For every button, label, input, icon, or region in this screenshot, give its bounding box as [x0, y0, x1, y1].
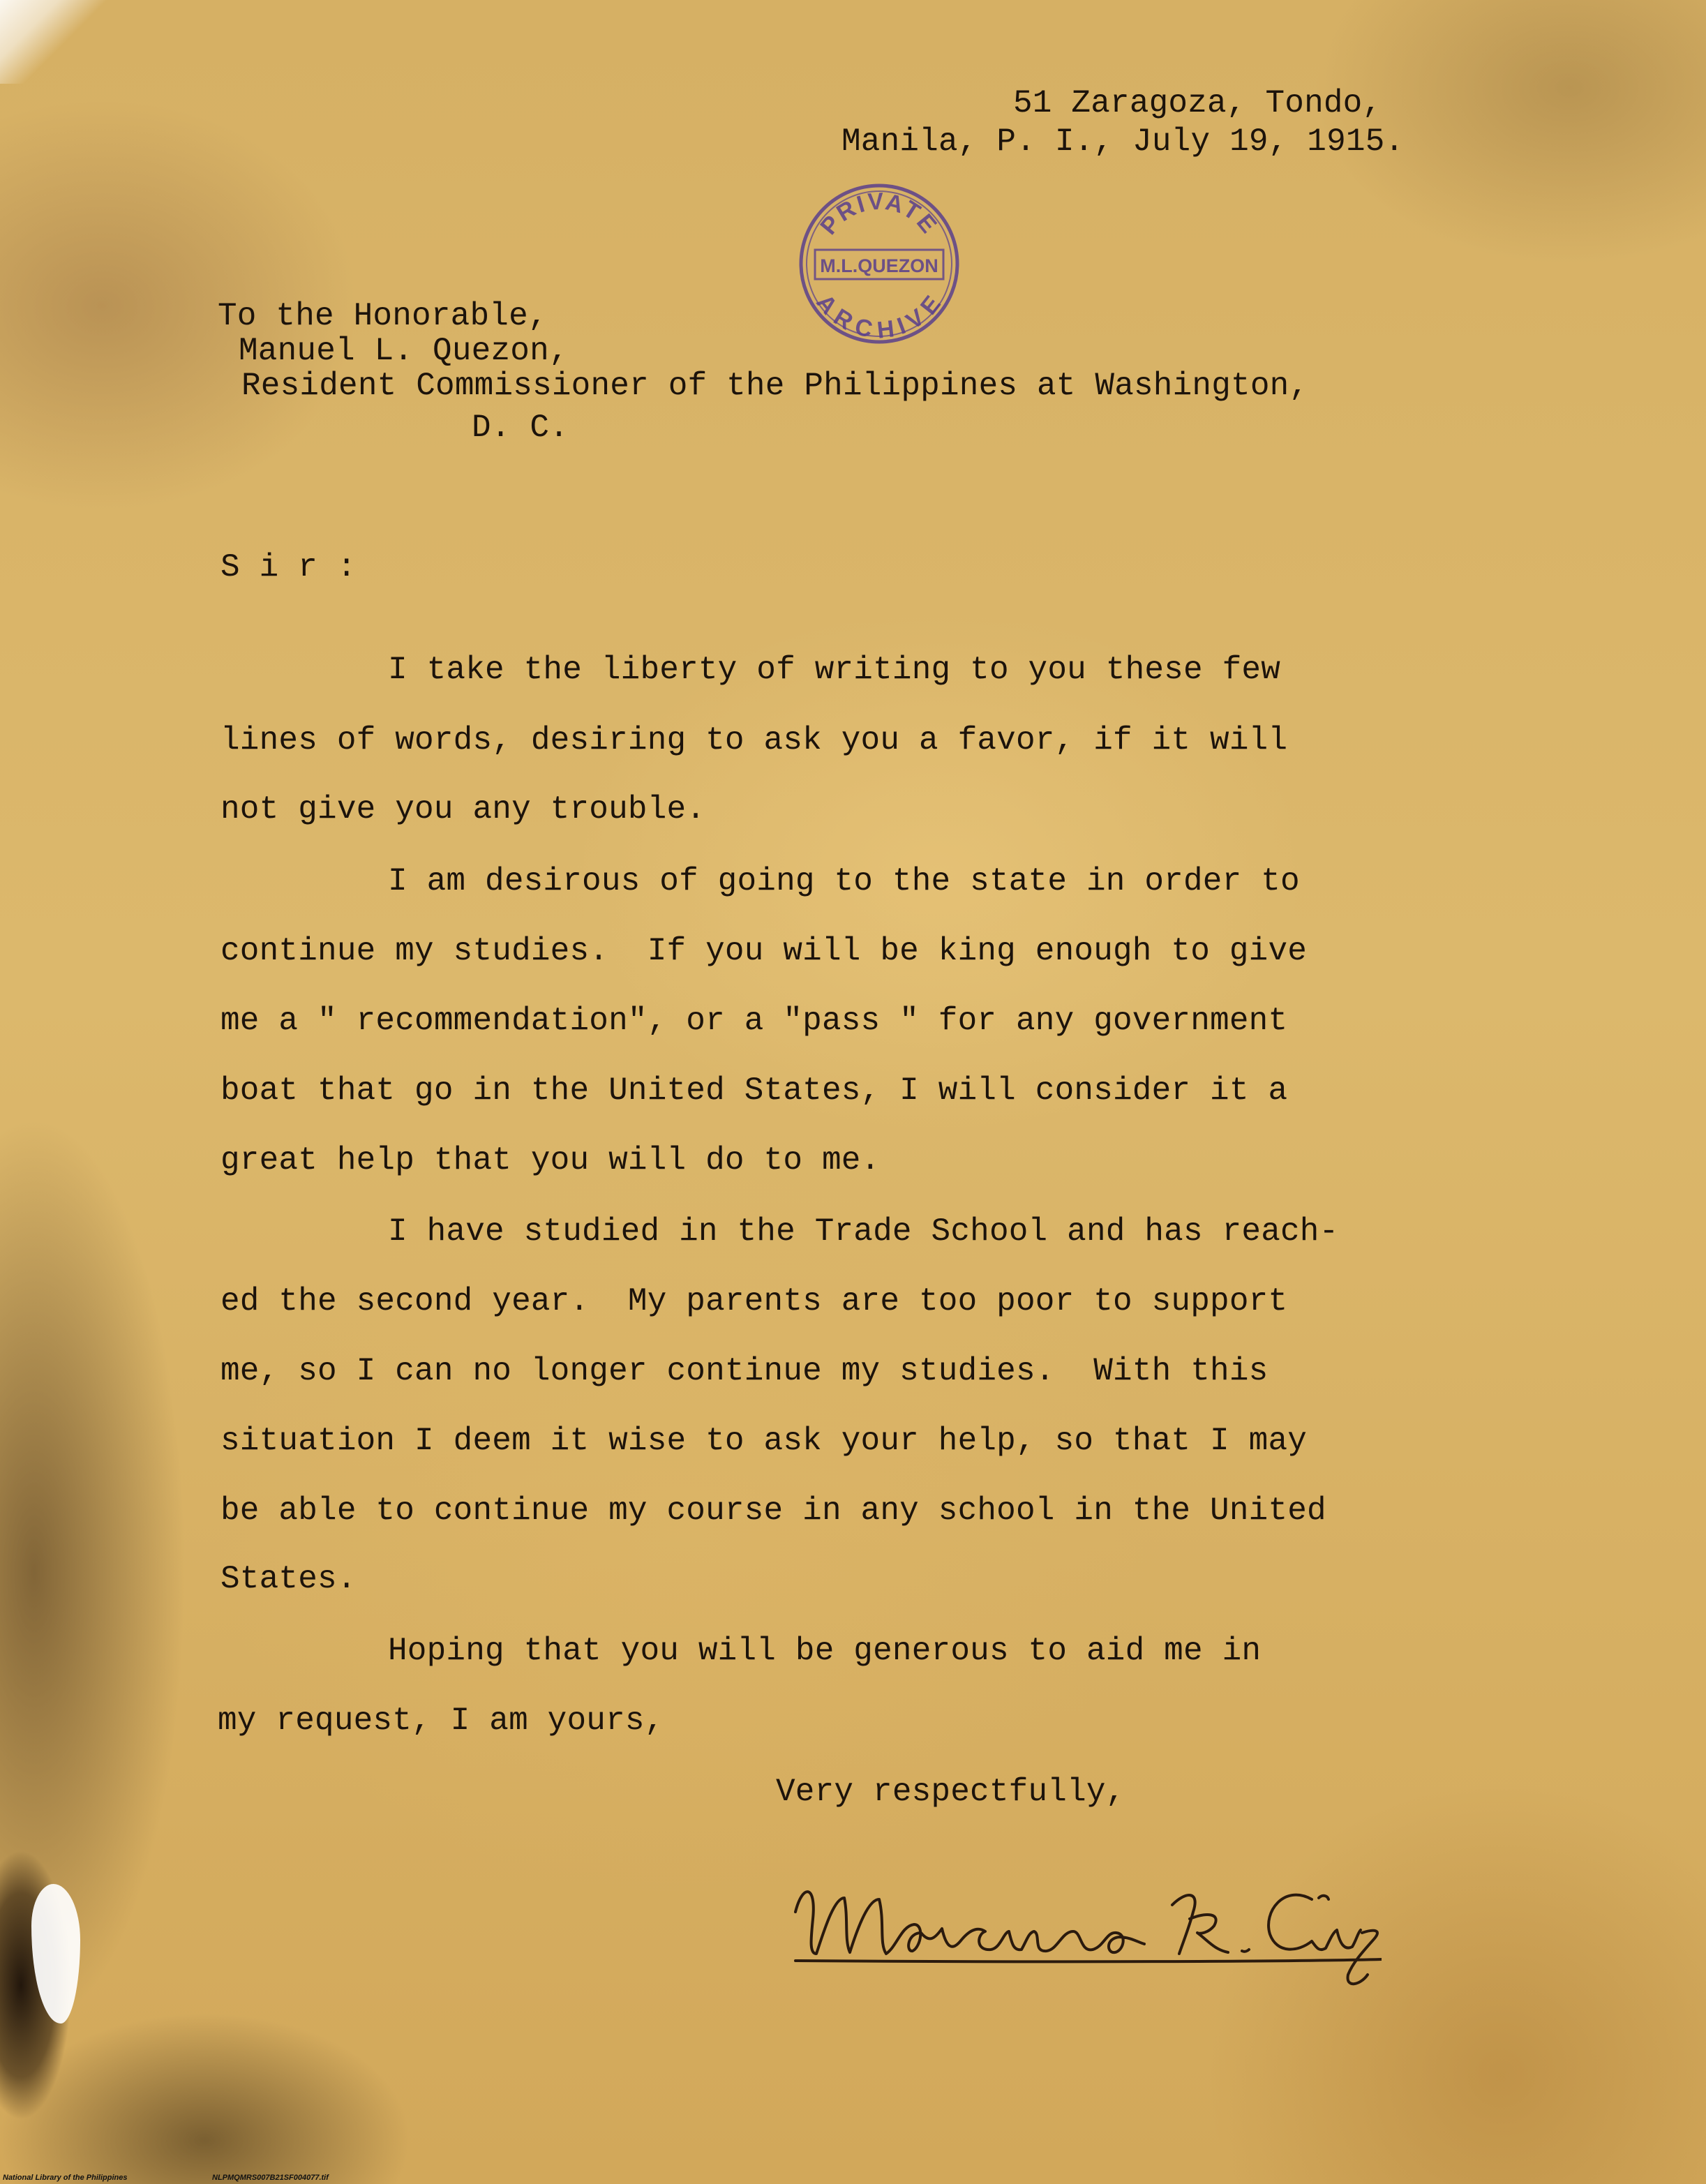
body-line-3: not give you any trouble. — [220, 791, 706, 828]
body-line-8: great help that you will do to me. — [220, 1142, 881, 1179]
body-line-4: I am desirous of going to the state in order to — [388, 863, 1300, 899]
torn-corner — [0, 0, 112, 84]
closing: Very respectfully, — [776, 1774, 1125, 1810]
handwritten-signature — [781, 1856, 1382, 1996]
stamp-top-text: PRIVATE — [815, 188, 943, 240]
body-line-14: States. — [220, 1561, 357, 1597]
address-line-1: 51 Zaragoza, Tondo, — [1013, 85, 1382, 121]
recipient-line-1: To the Honorable, — [218, 298, 548, 334]
body-line-5: continue my studies. If you will be king enough to give — [220, 933, 1308, 969]
footer-institution: National Library of the Philippines — [3, 2174, 128, 2182]
footer-file-id: NLPMQMRS007B21SF004077.tif — [212, 2174, 329, 2182]
archive-stamp — [797, 181, 962, 346]
recipient-line-2: Manuel L. Quezon, — [239, 333, 569, 369]
stamp-bottom-text: ARCHIVE — [811, 289, 948, 344]
body-line-2: lines of words, desiring to ask you a favor, if it will — [220, 722, 1288, 758]
body-line-15: Hoping that you will be generous to aid me in — [388, 1633, 1262, 1669]
salutation: S i r : — [220, 549, 357, 585]
svg-text:PRIVATE — [815, 188, 943, 240]
address-line-2: Manila, P. I., July 19, 1915. — [841, 124, 1405, 160]
body-line-1: I take the liberty of writing to you these few — [388, 652, 1281, 688]
body-line-11: me, so I can no longer continue my studies. With this — [220, 1353, 1269, 1389]
body-line-6: me a " recommendation", or a "pass " for any government — [220, 1003, 1288, 1039]
body-line-9: I have studied in the Trade School and has reach- — [388, 1213, 1339, 1250]
body-line-13: be able to continue my course in any school in the United — [220, 1493, 1326, 1529]
body-line-16: my request, I am yours, — [218, 1703, 664, 1739]
recipient-line-4: D. C. — [472, 410, 569, 446]
body-line-7: boat that go in the United States, I will consider it a — [220, 1072, 1288, 1109]
body-line-12: situation I deem it wise to ask your help, so that I may — [220, 1423, 1308, 1459]
archive-footer — [3, 2173, 1705, 2184]
recipient-line-3: Resident Commissioner of the Philippines at Washington, — [241, 368, 1309, 404]
stamp-center-text: M.L.QUEZON — [820, 255, 938, 276]
svg-text:ARCHIVE — [811, 290, 947, 344]
body-line-10: ed the second year. My parents are too poor to support — [220, 1283, 1288, 1319]
